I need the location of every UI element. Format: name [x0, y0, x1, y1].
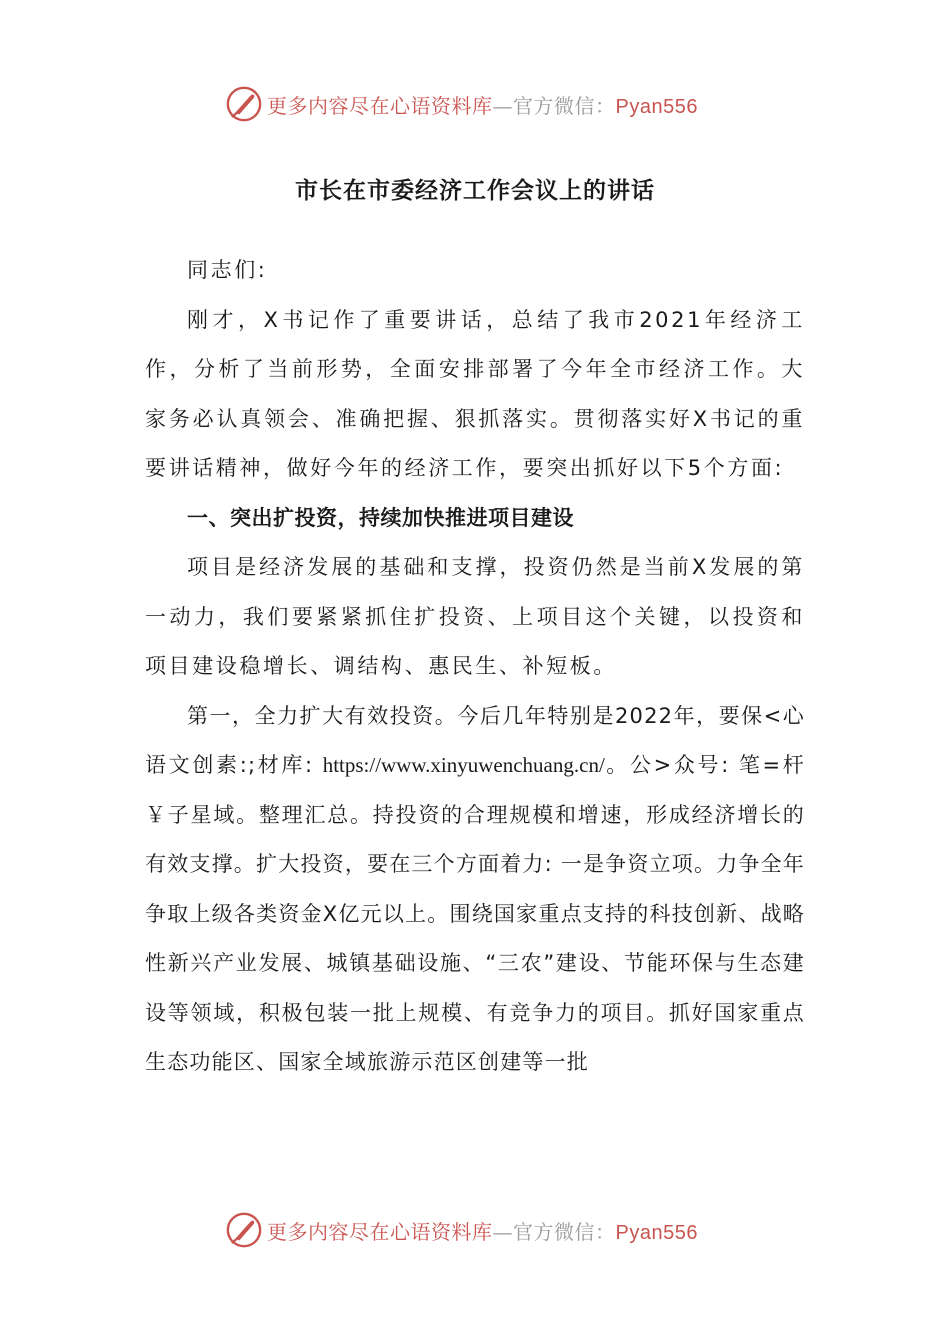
watermark-suffix: 官方微信：	[513, 1219, 616, 1244]
paragraph-3	[145, 692, 805, 1088]
watermark-suffix: 官方微信：	[513, 93, 616, 118]
watermark-text: 更多内容尽在心语资料库	[267, 93, 493, 118]
salutation: 同志们:	[187, 258, 268, 282]
embedded-url: https://www.xinyuwenchuang.cn/	[322, 753, 605, 777]
watermark-separator: —	[492, 93, 513, 118]
header-watermark	[225, 82, 725, 126]
watermark-handle: Pyan556	[615, 95, 698, 118]
paragraph-2: 项目是经济发展的基础和支撑，投资仍然是当前X发展的第一动力，我们要紧紧抓住扩投资、上项目这个关键，以投资和项目建设稳增长、调结构、惠民生、补短板。	[145, 555, 805, 678]
watermark-text: 更多内容尽在心语资料库	[267, 1219, 493, 1244]
footer-watermark	[225, 1208, 725, 1252]
document-title: 市长在市委经济工作会议上的讲话	[295, 178, 655, 204]
quill-logo-icon	[225, 1211, 263, 1249]
paragraph-3-part-a: 第一，全力扩大有效投资。今后几年特别是2022年，要保<心语文创素:;材库:	[145, 703, 805, 777]
watermark-separator: —	[492, 1219, 513, 1244]
paragraph-1: 刚才，X书记作了重要讲话，总结了我市2021年经济工作，分析了当前形势，全面安排部署了今年全市经济工作。大家务必认真领会、准确把握、狠抓落实。贯彻落实好X书记的重要讲话精神，做好今年的经济工作，要突出抓好以下5个方面:	[145, 307, 805, 480]
quill-logo-icon	[225, 85, 263, 123]
document-body	[145, 246, 805, 1088]
paragraph-3-part-b: 。公>众号: 笔=杆￥子星域。整理汇总。持投资的合理规模和增速，形成经济增长的有效支撑。扩大投资，要在三个方面着力: 一是争资立项。力争全年争取上级各类资金X亿元以上。围绕国家重点支持的科技创新、战略性新兴产业发展、城镇基础设施、“三农”建设、节能环保与生态建设等领域，积极包装一批上规模、有竞争力的项目。抓好国家重点生态功能区、国家全域旅游示范区创建等一批	[145, 753, 805, 1074]
section-heading-1: 一、突出扩投资，持续加快推进项目建设	[187, 505, 574, 530]
watermark-handle: Pyan556	[615, 1221, 698, 1244]
